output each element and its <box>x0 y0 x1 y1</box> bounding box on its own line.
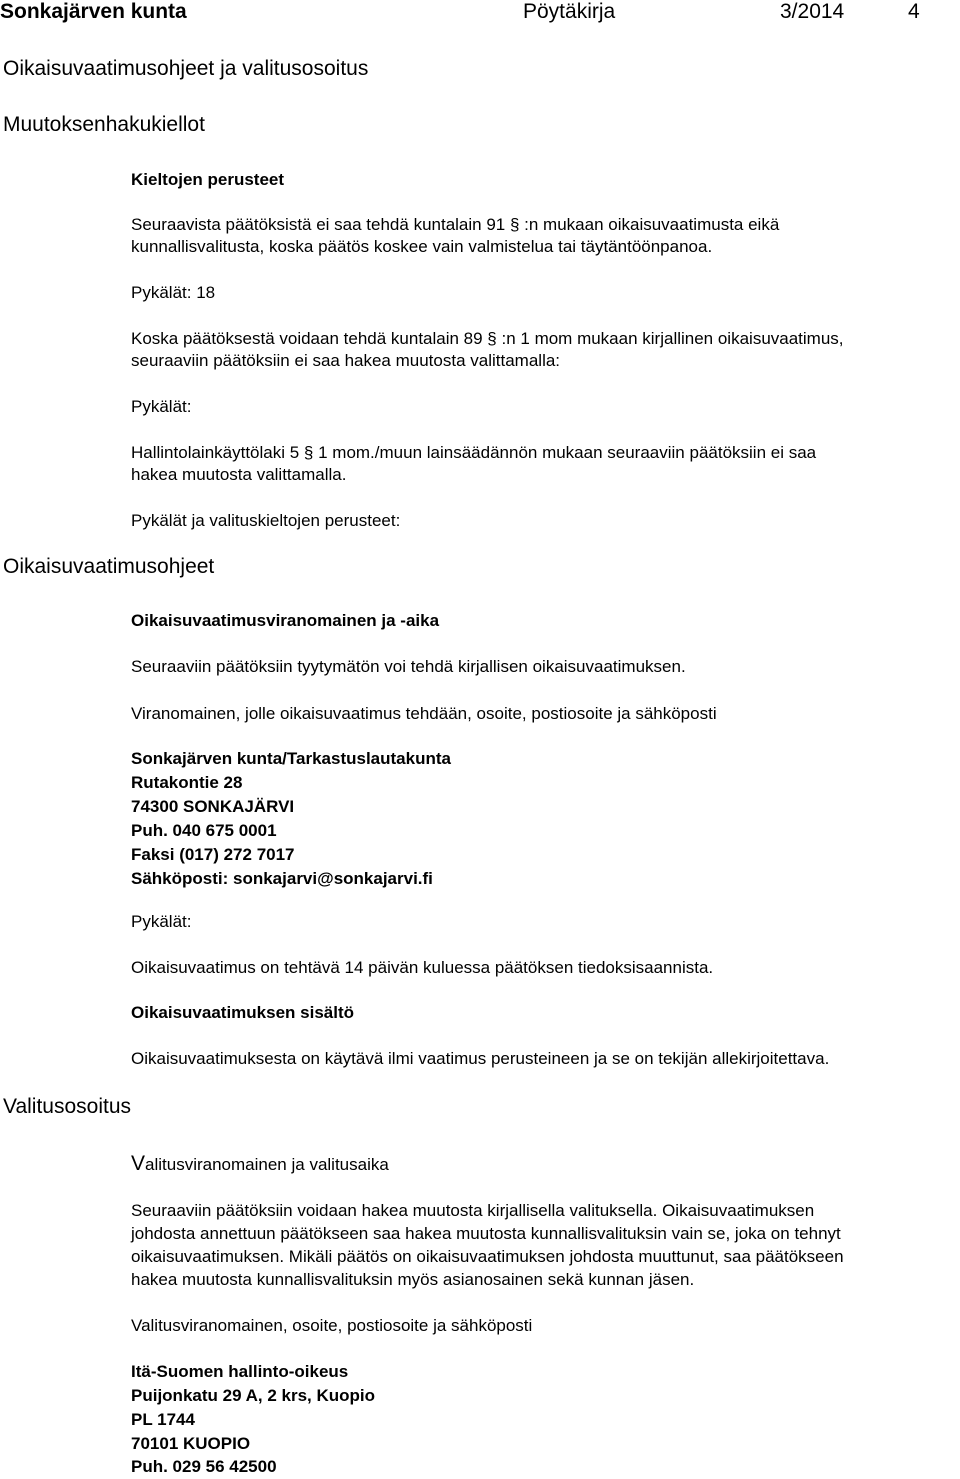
appeal-address-line: Puh. 029 56 42500 <box>131 1457 277 1476</box>
appeal-para1-line3: oikaisuvaatimuksen. Mikäli päätös on oikaisuvaatimuksen johdosta muuttunut, saa päätökseen <box>131 1247 844 1266</box>
appeal-address-line: 70101 KUOPIO <box>131 1434 251 1453</box>
page-title: Oikaisuvaatimusohjeet ja valitusosoitus <box>3 57 369 80</box>
correction-para1: Seuraaviin päätöksiin tyytymätön voi tehdä kirjallisen oikaisuvaatimuksen. <box>131 657 686 676</box>
appeal-address-line: PL 1744 <box>131 1410 195 1429</box>
appeal-address-line: Puijonkatu 29 A, 2 krs, Kuopio <box>131 1386 376 1405</box>
correction-para2: Viranomainen, jolle oikaisuvaatimus tehdään, osoite, postiosoite ja sähköposti <box>131 704 717 723</box>
restrictions-para3-line1: Hallintolainkäyttölaki 5 § 1 mom./muun lainsäädännön mukaan seuraaviin päätöksiin ei saa <box>131 443 817 462</box>
restrictions-sections3: Pykälät ja valituskieltojen perusteet: <box>131 511 401 530</box>
correction-address-line: Sonkajärven kunta/Tarkastuslautakunta <box>131 749 451 768</box>
restrictions-heading: Muutoksenhakukiellot <box>3 113 205 136</box>
restrictions-sections2: Pykälät: <box>131 397 192 416</box>
correction-authority-heading: Oikaisuvaatimusviranomainen ja -aika <box>131 611 440 630</box>
appeal-para1-line1: Seuraaviin päätöksiin voidaan hakea muutosta kirjallisella valituksella. Oikaisuvaatimuksen <box>131 1201 815 1220</box>
appeal-para2: Valitusviranomainen, osoite, postiosoite ja sähköposti <box>131 1316 533 1335</box>
header-doc-type: Pöytäkirja <box>523 0 616 23</box>
restrictions-para1-line2: kunnallisvalitusta, koska päätös koskee vain valmistelua tai täytäntöönpanoa. <box>131 237 713 256</box>
restrictions-sections1: Pykälät: 18 <box>131 283 216 302</box>
appeal-heading: Valitusosoitus <box>3 1095 132 1118</box>
header-page-number: 4 <box>908 0 920 23</box>
restrictions-para2-line2: seuraaviin päätöksiin ei saa hakea muutosta valittamalla: <box>131 351 561 370</box>
restrictions-para1-line1: Seuraavista päätöksistä ei saa tehdä kuntalain 91 § :n mukaan oikaisuvaatimusta eikä <box>131 215 780 234</box>
correction-address-line: Rutakontie 28 <box>131 773 243 792</box>
correction-address-line: Puh. 040 675 0001 <box>131 821 277 840</box>
header-organization: Sonkajärven kunta <box>0 0 187 23</box>
appeal-authority-heading-rest: alitusviranomainen ja valitusaika <box>145 1155 389 1174</box>
correction-sections: Pykälät: <box>131 912 192 931</box>
correction-address-line: Sähköposti: sonkajarvi@sonkajarvi.fi <box>131 869 433 888</box>
correction-address-line: 74300 SONKAJÄRVI <box>131 797 295 816</box>
appeal-para1-line2: johdosta annettuun päätökseen saa hakea muutosta kunnallisvalituksin vain se, joka on tehnyt <box>131 1224 841 1243</box>
correction-deadline: Oikaisuvaatimus on tehtävä 14 päivän kuluessa päätöksen tiedoksisaannista. <box>131 958 714 977</box>
appeal-para1-line4: hakea muutosta kunnallisvalituksin myös asianosainen sekä kunnan jäsen. <box>131 1270 695 1289</box>
correction-content-text: Oikaisuvaatimuksesta on käytävä ilmi vaatimus perusteineen ja se on tekijän allekirjoitettava. <box>131 1049 830 1068</box>
correction-heading: Oikaisuvaatimusohjeet <box>3 555 215 578</box>
grounds-heading: Kieltojen perusteet <box>131 170 285 189</box>
appeal-authority-heading-initial: V <box>131 1152 146 1175</box>
restrictions-para2-line1: Koska päätöksestä voidaan tehdä kuntalain 89 § :n 1 mom mukaan kirjallinen oikaisuvaatimus, <box>131 329 844 348</box>
restrictions-para3-line2: hakea muutosta valittamalla. <box>131 465 347 484</box>
correction-content-heading: Oikaisuvaatimuksen sisältö <box>131 1003 354 1022</box>
appeal-authority-heading <box>131 1153 389 1176</box>
correction-address-line: Faksi (017) 272 7017 <box>131 845 295 864</box>
appeal-address-line: Itä-Suomen hallinto-oikeus <box>131 1362 349 1381</box>
header-doc-number: 3/2014 <box>780 0 845 23</box>
